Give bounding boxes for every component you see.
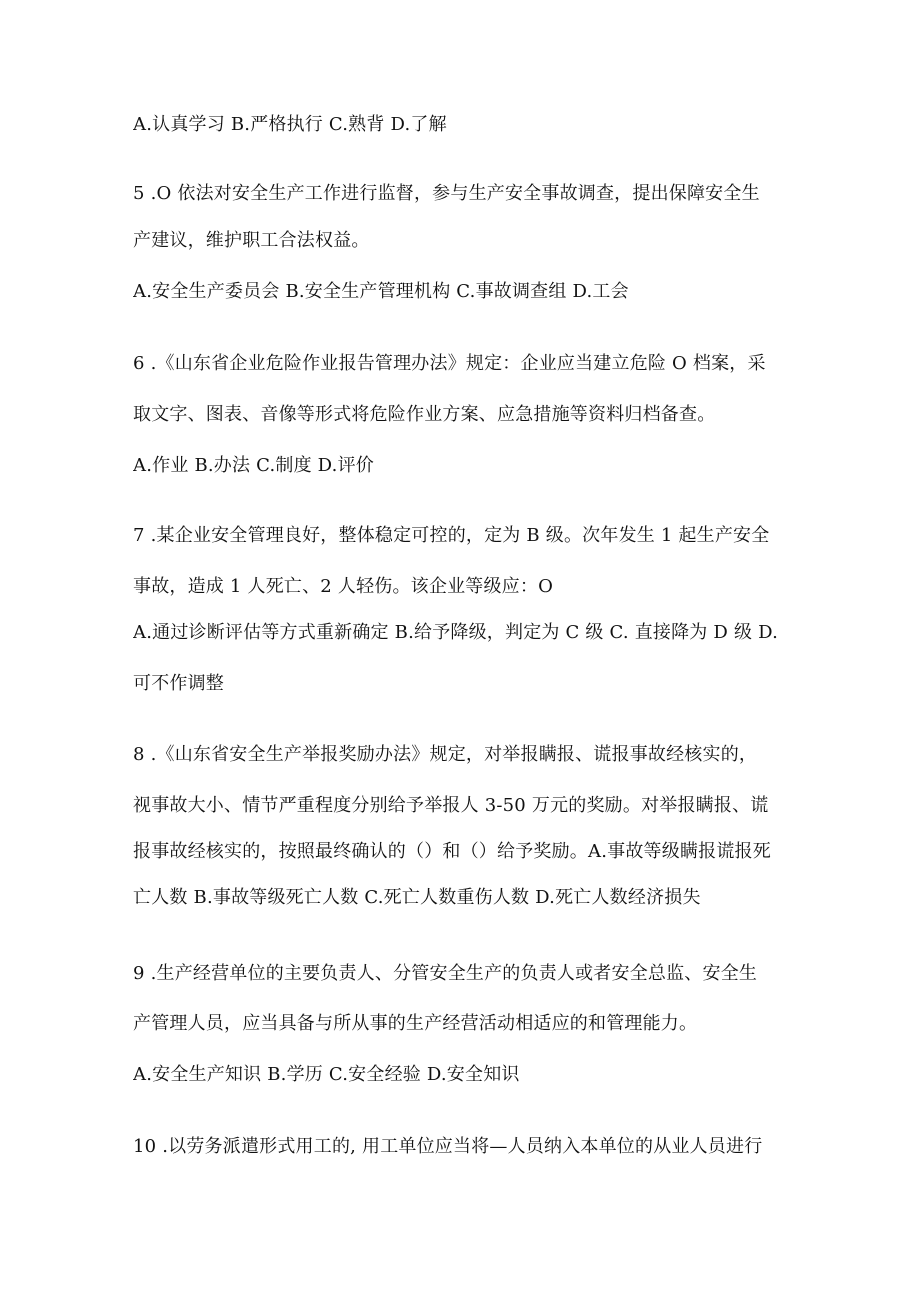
q4-options: A.认真学习 B.严格执行 C.熟背 D.了解	[133, 114, 447, 135]
q7-stem-line-1: 7 .某企业安全管理良好，整体稳定可控的，定为 B 级。次年发生 1 起生产安全	[133, 525, 770, 546]
q6-stem-line-2: 取文字、图表、音像等形式将危险作业方案、应急措施等资料归档备查。	[133, 404, 716, 425]
q9-options: A.安全生产知识 B.学历 C.安全经验 D.安全知识	[133, 1064, 520, 1085]
q5-stem-line-2: 产建议，维护职工合法权益。	[133, 230, 370, 251]
q9-stem-line-2: 产管理人员，应当具备与所从事的生产经营活动相适应的和管理能力。	[133, 1013, 698, 1034]
q6-options: A.作业 B.办法 C.制度 D.评价	[133, 455, 374, 476]
q7-options-line-2: 可不作调整	[133, 673, 224, 694]
q8-options: 亡人数 B.事故等级死亡人数 C.死亡人数重伤人数 D.死亡人数经济损失	[133, 887, 701, 908]
q7-stem-line-2: 事故，造成 1 人死亡、2 人轻伤。该企业等级应：O	[133, 576, 554, 597]
q8-stem-line-2: 视事故大小、情节严重程度分别给予举报人 3-50 万元的奖励。对举报瞒报、谎	[133, 795, 769, 816]
q6-stem-line-1: 6 .《山东省企业危险作业报告管理办法》规定：企业应当建立危险 O 档案，采	[133, 353, 766, 374]
q5-stem-line-1: 5 .O 依法对安全生产工作进行监督，参与生产安全事故调查，提出保障安全生	[133, 183, 760, 204]
q8-stem-line-3: 报事故经核实的，按照最终确认的（）和（）给予奖励。A.事故等级瞒报谎报死	[133, 841, 771, 862]
q8-stem-line-1: 8 .《山东省安全生产举报奖励办法》规定，对举报瞒报、谎报事故经核实的，	[133, 744, 758, 765]
q9-stem-line-1: 9 .生产经营单位的主要负责人、分管安全生产的负责人或者安全总监、安全生	[133, 963, 758, 984]
q5-options: A.安全生产委员会 B.安全生产管理机构 C.事故调查组 D.工会	[133, 281, 629, 302]
q7-options-line-1: A.通过诊断评估等方式重新确定 B.给予降级，判定为 C 级 C. 直接降为 D 级 D.	[133, 622, 779, 643]
q10-stem-line-1: 10 .以劳务派遣形式用工的, 用工单位应当将—人员纳入本单位的从业人员进行	[133, 1136, 763, 1157]
